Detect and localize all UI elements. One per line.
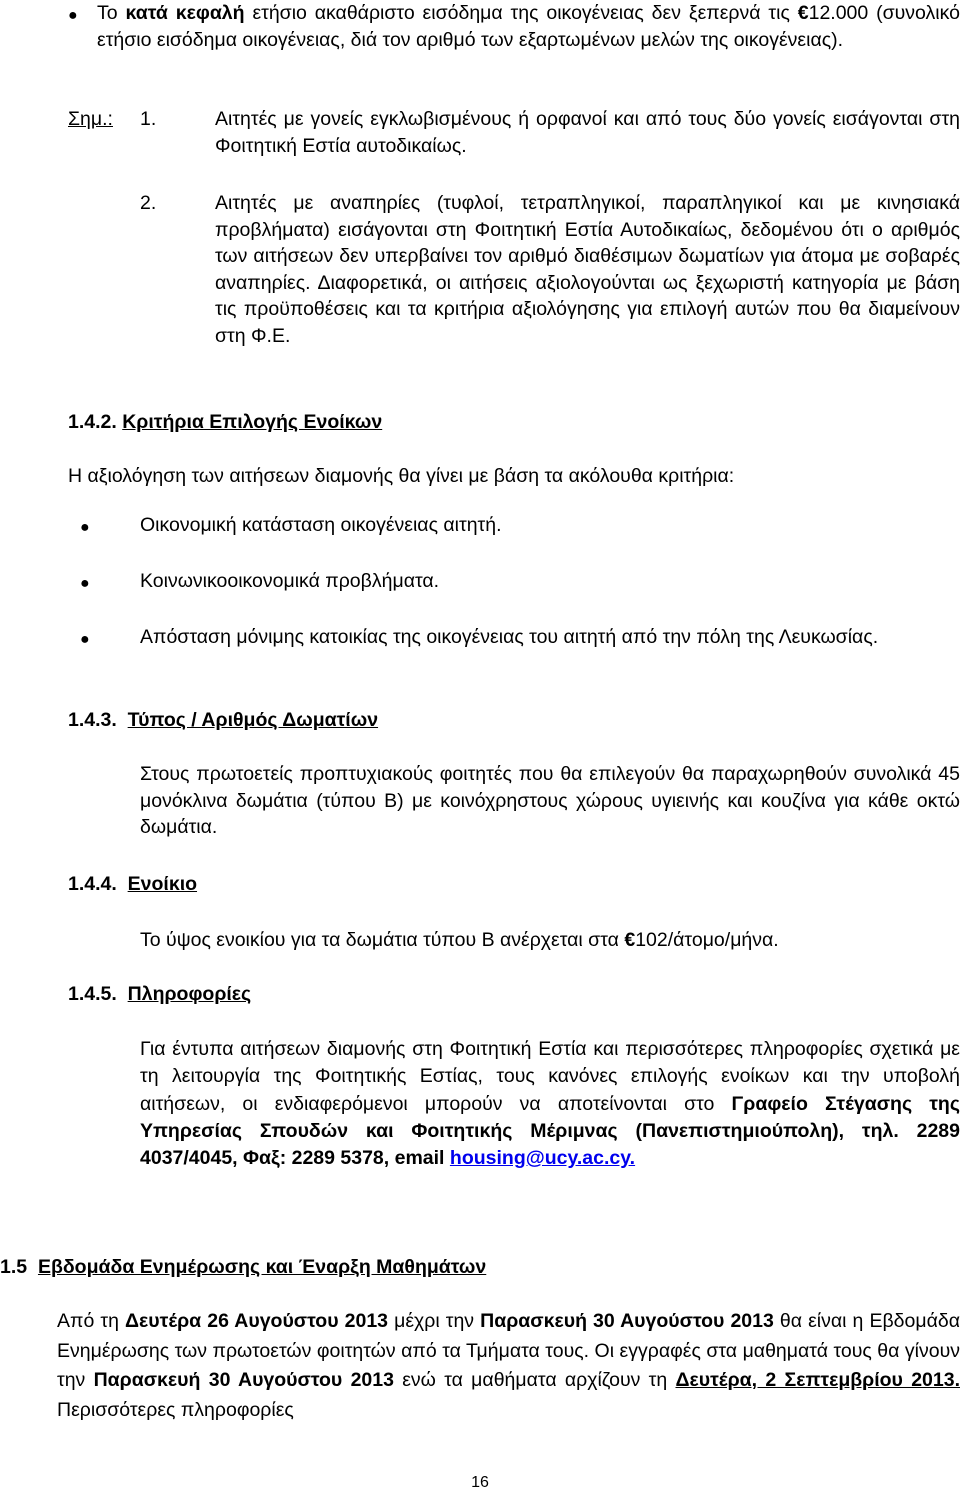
section-1-5-title: Εβδομάδα Ενημέρωσης και Έναρξη Μαθημάτων <box>37 1256 487 1278</box>
bullet-icon: ● <box>80 519 90 536</box>
note-1-number: 1. <box>140 108 157 130</box>
section-1-4-4-heading: 1.4.4. Ενοίκιο <box>68 873 198 895</box>
information-paragraph: Για έντυπα αιτήσεων διαμονής στη Φοιτητική Εστία και περισσότερες πληροφορίες σχετικά με τη λειτουργία της Φοιτητικής Εστίας, τους κανόνες επιλογής ενοίκων και την υποβολή αιτήσεων, οι ενδιαφερόμενοι μπορούν να αποτείνονται στο Γραφείο Στέγασης της Υπηρεσίας Σπουδών και Φοιτητικής Μέριμνας (Πανεπιστημιούπολη), τηλ. 2289 4037/4045, Φαξ: 2289 5378, email housing@ucy.ac.cy. <box>140 1038 960 1170</box>
note-2-number: 2. <box>140 192 157 214</box>
section-1-4-2-heading: 1.4.2. Κριτήρια Επιλογής Ενοίκων <box>68 411 383 433</box>
bullet-icon: ● <box>80 575 90 592</box>
rent-paragraph: Το ύψος ενοικίου για τα δωμάτια τύπου Β ανέρχεται στα €102/άτομο/μήνα. <box>140 929 779 951</box>
section-1-4-4-title: Ενοίκιο <box>127 873 198 895</box>
rooms-paragraph: Στους πρωτοετείς προπτυχιακούς φοιτητές που θα επιλεγούν θα παραχωρηθούν συνολικά 45 μονόκλινα δωμάτια (τύπου Β) με κοινόχρηστους χώρους υγιεινής και κουζίνα για κάθε οκτώ δωμάτια. <box>140 763 960 838</box>
section-1-4-3-heading: 1.4.3. Τύπος / Αριθμός Δωματίων <box>68 709 379 731</box>
notes-label: Σημ.: <box>68 108 113 130</box>
section-1-4-5-heading: 1.4.5. Πληροφορίες <box>68 983 252 1005</box>
note-1-text: Αιτητές με γονείς εγκλωβισμένους ή ορφανοί και από τους δύο γονείς εισάγονται στη Φοιτητική Εστία αυτοδικαίως. <box>215 108 960 157</box>
orientation-week-paragraph: Από τη Δευτέρα 26 Αυγούστου 2013 μέχρι την Παρασκευή 30 Αυγούστου 2013 θα είναι η Εβδομάδα Ενημέρωσης των πρωτοετών φοιτητών από τα Τμήματα τους. Οι εγγραφές στα μαθηματά τους θα γίνουν την Παρασκευή 30 Αυγούστου 2013 ενώ τα μαθήματα αρχίζουν τη Δευτέρα, 2 Σεπτεμβρίου 2013. Περισσότερες πληροφορίες <box>57 1310 960 1421</box>
income-criterion-paragraph: Το κατά κεφαλή ετήσιο ακαθάριστο εισόδημα της οικογένειας δεν ξεπερνά τις €12.000 (συνολικό ετήσιο εισόδημα οικογένειας, διά τον αριθμό των εξαρτωμένων μελών της οικογένειας). <box>97 2 960 51</box>
section-1-5-heading: 1.5 Εβδομάδα Ενημέρωσης και Έναρξη Μαθημάτων <box>0 1256 487 1278</box>
criteria-item: Κοινωνικοοικονομικά προβλήματα. <box>140 570 440 592</box>
criteria-item: Οικονομική κατάσταση οικογένειας αιτητή. <box>140 514 502 536</box>
section-1-4-3-title: Τύπος / Αριθμός Δωματίων <box>127 709 379 731</box>
criteria-intro: Η αξιολόγηση των αιτήσεων διαμονής θα γίνει με βάση τα ακόλουθα κριτήρια: <box>68 465 735 487</box>
criteria-item: Απόσταση μόνιμης κατοικίας της οικογένειας του αιτητή από την πόλη της Λευκωσίας. <box>140 626 879 648</box>
euro-sign: € <box>797 2 809 24</box>
section-1-4-5-title: Πληροφορίες <box>127 983 252 1005</box>
email-link[interactable]: housing@ucy.ac.cy. <box>449 1147 636 1170</box>
euro-sign: € <box>624 929 636 951</box>
bullet-icon: ● <box>68 7 78 24</box>
bullet-icon: ● <box>80 631 90 648</box>
section-1-4-2-title: Κριτήρια Επιλογής Ενοίκων <box>122 411 383 433</box>
note-2-text: Αιτητές με αναπηρίες (τυφλοί, τετραπληγικοί, παραπληγικοί και με κινησιακά προβλήματα) εισάγονται στη Φοιτητική Εστία Αυτοδικαίως, δεδομένου ότι ο αριθμός των αιτήσεων δεν υπερβαίνει τον αριθμό διαθέσιμων δωματίων για άτομα με σοβαρές αναπηρίες. Διαφορετικά, οι αιτήσεις αξιολογούνται ως ξεχωριστή κατηγορία με βάση τις προϋποθέσεις και τα κριτήρια αξιολόγησης για επιλογή αυτών που θα διαμείνουν στη Φ.Ε. <box>215 192 960 347</box>
page-number: 16 <box>471 1474 489 1491</box>
